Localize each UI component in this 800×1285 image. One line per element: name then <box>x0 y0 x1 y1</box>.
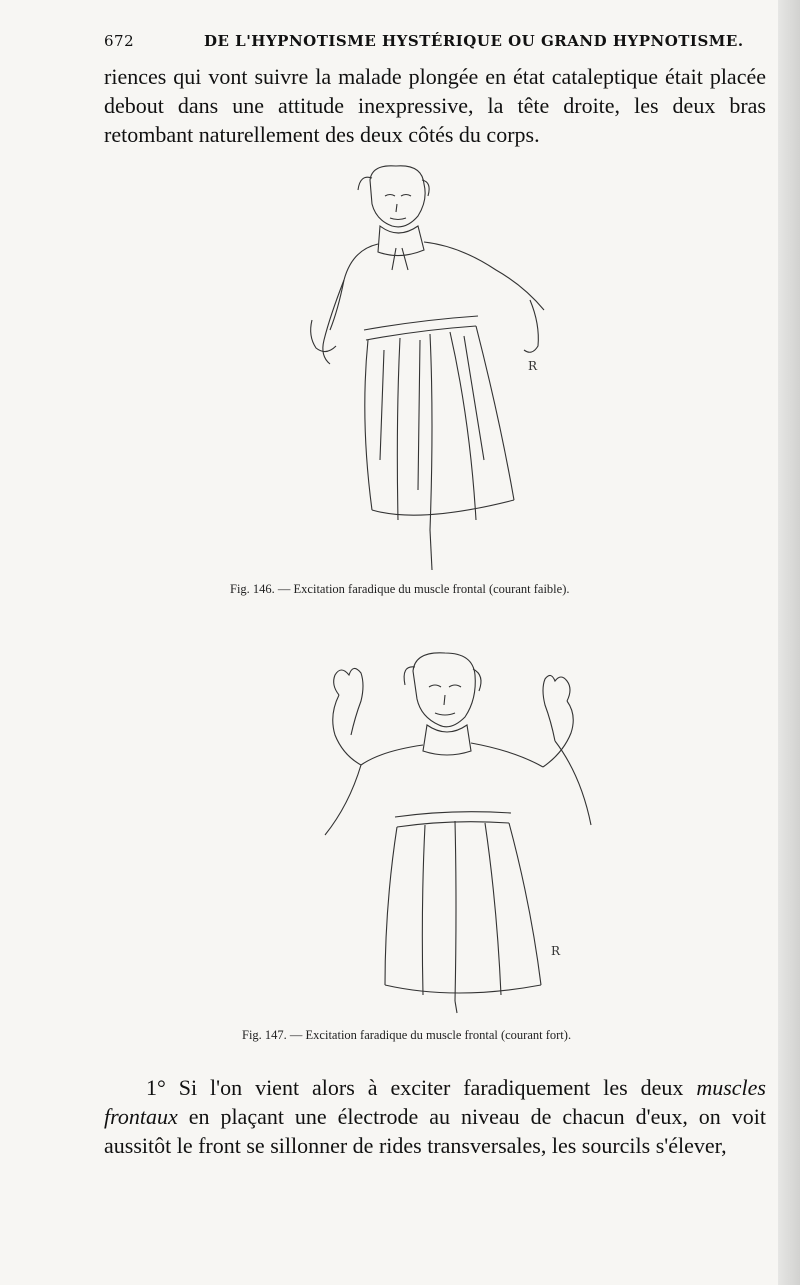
figure-146-drawing <box>300 160 560 580</box>
figure-146-caption: Fig. 146. — Excitation faradique du muscle frontal (courant faible). <box>230 582 570 596</box>
running-head: DE L'HYPNOTISME HYSTÉRIQUE OU GRAND HYPNOTISME. <box>204 32 744 50</box>
paragraph-bottom-emphasis: muscles frontaux <box>104 1075 766 1129</box>
figure-147-illustration <box>305 645 615 1015</box>
figure-146-illustration <box>300 160 560 580</box>
figure-147-caption: Fig. 147. — Excitation faradique du muscle frontal (courant fort). <box>242 1028 572 1042</box>
svg-text:R: R <box>528 359 538 373</box>
page-number: 672 <box>104 32 135 50</box>
paragraph-bottom <box>104 1073 766 1160</box>
paragraph-top: riences qui vont suivre la malade plongée en état cataleptique était placée debout dans une attitude inexpressive, la tête droite, les deux bras retombant naturellement des deux côtés du corps. <box>104 64 766 147</box>
svg-text:R: R <box>551 944 561 958</box>
figure-147-drawing <box>305 645 615 1015</box>
page-edge-shadow <box>778 0 800 1285</box>
paragraph-bottom-lead: 1° Si l'on vient alors à exciter faradiquement les deux <box>146 1075 697 1100</box>
paragraph-bottom-rest: en plaçant une électrode au niveau de chacun d'eux, on voit aussitôt le front se sillonner de rides transversales, les sourcils s'élever, <box>104 1104 766 1158</box>
